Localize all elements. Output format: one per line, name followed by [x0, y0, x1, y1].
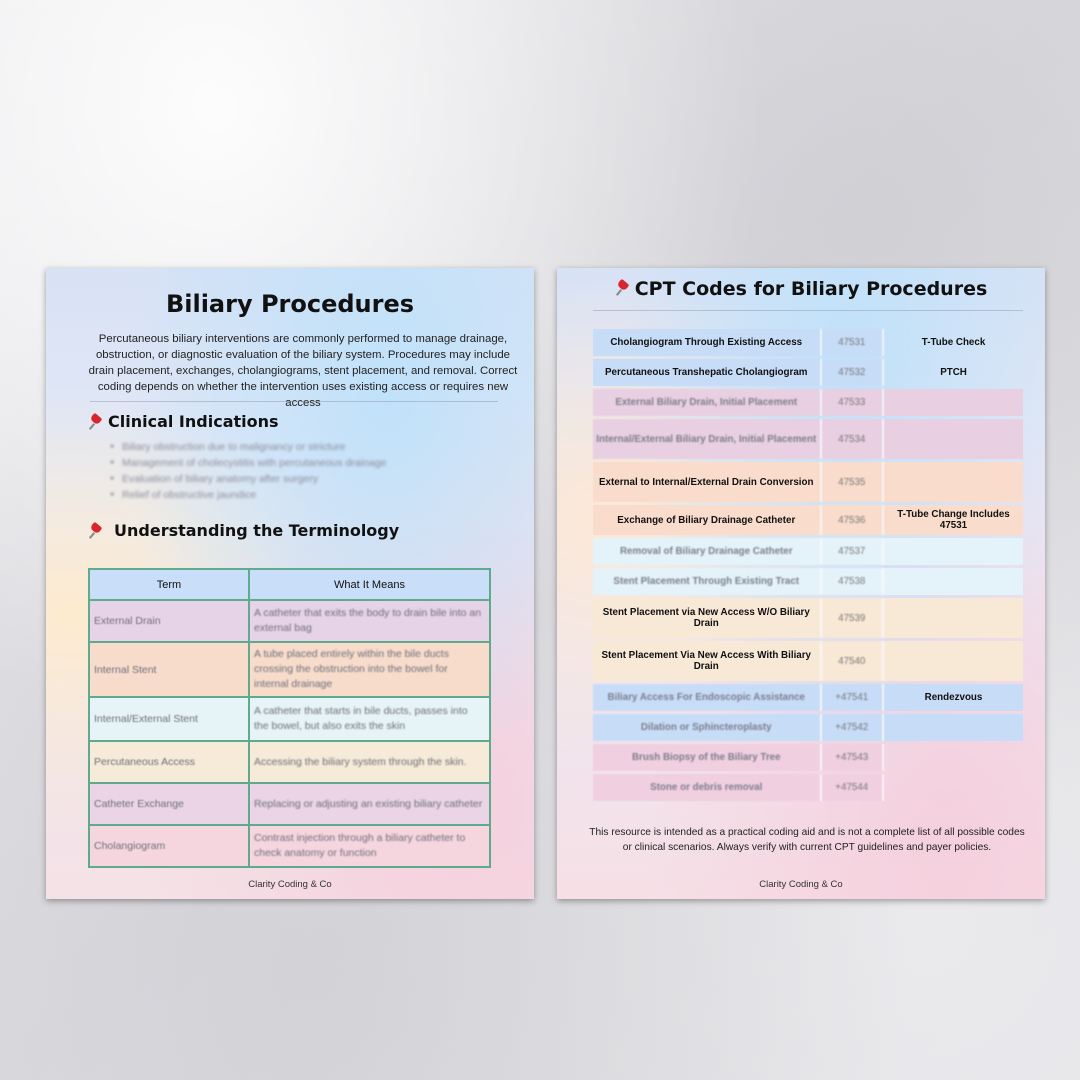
procedure-cell: Biliary Access For Endoscopic Assistance — [593, 684, 820, 711]
footer-brand: Clarity Coding & Co — [759, 879, 843, 890]
cpt-title-label: CPT Codes for Biliary Procedures — [634, 278, 988, 300]
clinical-indications-list — [110, 439, 386, 503]
note-cell — [884, 538, 1023, 565]
clinical-indication-item: ● Biliary obstruction due to malignancy or stricture — [110, 439, 386, 455]
note-cell: Rendezvous — [884, 684, 1023, 711]
note-cell — [884, 568, 1023, 595]
code-cell: 47537 — [820, 538, 885, 565]
code-cell: 47532 — [820, 359, 885, 386]
right-page — [557, 268, 1045, 899]
pushpin-icon — [88, 414, 104, 430]
note-cell: PTCH — [940, 367, 967, 378]
code-cell: +47543 — [820, 744, 885, 771]
term-cell: Cholangiogram — [89, 825, 249, 867]
table-row — [593, 389, 1023, 416]
cpt-codes-table — [593, 326, 1023, 804]
table-row — [593, 359, 1023, 386]
code-cell: 47535 — [820, 462, 885, 502]
note-cell — [884, 641, 1023, 681]
meaning-cell: Replacing or adjusting an existing biliary catheter — [249, 783, 490, 825]
note-cell — [884, 774, 1023, 801]
meaning-cell: A catheter that exits the body to drain bile into an external bag — [249, 600, 490, 642]
term-cell: Percutaneous Access — [89, 741, 249, 783]
table-row — [89, 697, 490, 741]
code-cell: +47544 — [820, 774, 885, 801]
note-cell — [884, 462, 1023, 502]
procedure-cell: Exchange of Biliary Drainage Catheter — [593, 505, 820, 535]
table-row — [593, 774, 1023, 801]
footer-brand: Clarity Coding & Co — [248, 879, 332, 890]
clinical-indications-heading — [88, 412, 279, 431]
note-cell: T-Tube Check — [921, 337, 986, 348]
meaning-column-header: What It Means — [249, 569, 490, 600]
procedure-cell: Stent Placement Through Existing Tract — [593, 568, 820, 595]
clinical-indication-item: ● Relief of obstructive jaundice — [110, 487, 386, 503]
intro-paragraph: Percutaneous biliary interventions are commonly performed to manage drainage, obstruction, or diagnostic evaluation of the biliary system. Procedures may include drain placement, exchanges, cholangiograms, stent placement, and removal. Correct coding depends on whether the intervention uses existing access or requires new access — [88, 333, 518, 409]
clinical-indication-item: ● Evaluation of biliary anatomy after surgery — [110, 471, 386, 487]
table-row — [593, 568, 1023, 595]
table-row — [593, 598, 1023, 638]
terminology-table — [88, 568, 491, 868]
table-row — [89, 783, 490, 825]
table-row — [593, 744, 1023, 771]
procedure-cell: Percutaneous Transhepatic Cholangiogram — [593, 359, 820, 386]
table-row — [593, 329, 1023, 356]
code-cell: 47534 — [820, 419, 885, 459]
cpt-title — [557, 278, 1045, 300]
procedure-cell: External to Internal/External Drain Conversion — [593, 462, 820, 502]
page-title: Biliary Procedures — [165, 290, 415, 318]
code-cell: 47531 — [820, 329, 885, 356]
procedure-cell: Removal of Biliary Drainage Catheter — [593, 538, 820, 565]
pushpin-icon — [615, 280, 633, 298]
procedure-cell: Cholangiogram Through Existing Access — [593, 329, 820, 356]
procedure-cell: Stent Placement via New Access W/O Biliary Drain — [593, 598, 820, 638]
code-cell: 47539 — [820, 598, 885, 638]
note-cell: T-Tube Change Includes 47531 — [884, 505, 1023, 535]
terminology-heading — [88, 521, 399, 540]
code-cell: 47533 — [820, 389, 885, 416]
table-row — [593, 538, 1023, 565]
table-row — [593, 419, 1023, 459]
divider — [593, 310, 1023, 311]
procedure-cell: Stent Placement Via New Access With Biliary Drain — [593, 641, 820, 681]
clinical-indication-item: ● Management of cholecystitis with percutaneous drainage — [110, 455, 386, 471]
code-cell: 47536 — [820, 505, 885, 535]
table-row — [593, 462, 1023, 502]
procedure-cell: Brush Biopsy of the Biliary Tree — [593, 744, 820, 771]
code-cell: 47538 — [820, 568, 885, 595]
procedure-cell: External Biliary Drain, Initial Placement — [593, 389, 820, 416]
term-cell: External Drain — [89, 600, 249, 642]
meaning-cell: Accessing the biliary system through the skin. — [249, 741, 490, 783]
table-row — [593, 714, 1023, 741]
procedure-cell: Internal/External Biliary Drain, Initial Placement — [593, 419, 820, 459]
note-cell — [884, 598, 1023, 638]
meaning-cell: A catheter that starts in bile ducts, passes into the bowel, but also exits the skin — [249, 697, 490, 741]
code-cell: +47542 — [820, 714, 885, 741]
table-row — [89, 642, 490, 697]
table-row — [89, 825, 490, 867]
term-column-header: Term — [89, 569, 249, 600]
terminology-label: Understanding the Terminology — [114, 521, 400, 540]
meaning-cell: A tube placed entirely within the bile ducts crossing the obstruction into the bowel for internal drainage — [249, 642, 490, 697]
procedure-cell: Dilation or Sphincteroplasty — [593, 714, 820, 741]
left-page — [46, 268, 534, 899]
note-cell — [884, 419, 1023, 459]
code-cell: +47541 — [820, 684, 885, 711]
code-cell: 47540 — [820, 641, 885, 681]
table-row — [89, 600, 490, 642]
divider — [90, 401, 498, 402]
note-cell — [884, 714, 1023, 741]
meaning-cell: Contrast injection through a biliary catheter to check anatomy or function — [249, 825, 490, 867]
clinical-indications-label: Clinical Indications — [108, 412, 279, 431]
term-cell: Internal Stent — [89, 642, 249, 697]
note-cell — [884, 389, 1023, 416]
table-row — [593, 505, 1023, 535]
term-cell: Internal/External Stent — [89, 697, 249, 741]
pushpin-icon — [88, 523, 104, 539]
note-cell — [884, 744, 1023, 771]
procedure-cell: Stone or debris removal — [593, 774, 820, 801]
table-row — [593, 641, 1023, 681]
disclaimer: This resource is intended as a practical coding aid and is not a complete list of all possible codes or clinical scenarios. Always verify with current CPT guidelines and payer policies. — [589, 827, 1025, 853]
table-row — [593, 684, 1023, 711]
table-row — [89, 741, 490, 783]
term-cell: Catheter Exchange — [89, 783, 249, 825]
